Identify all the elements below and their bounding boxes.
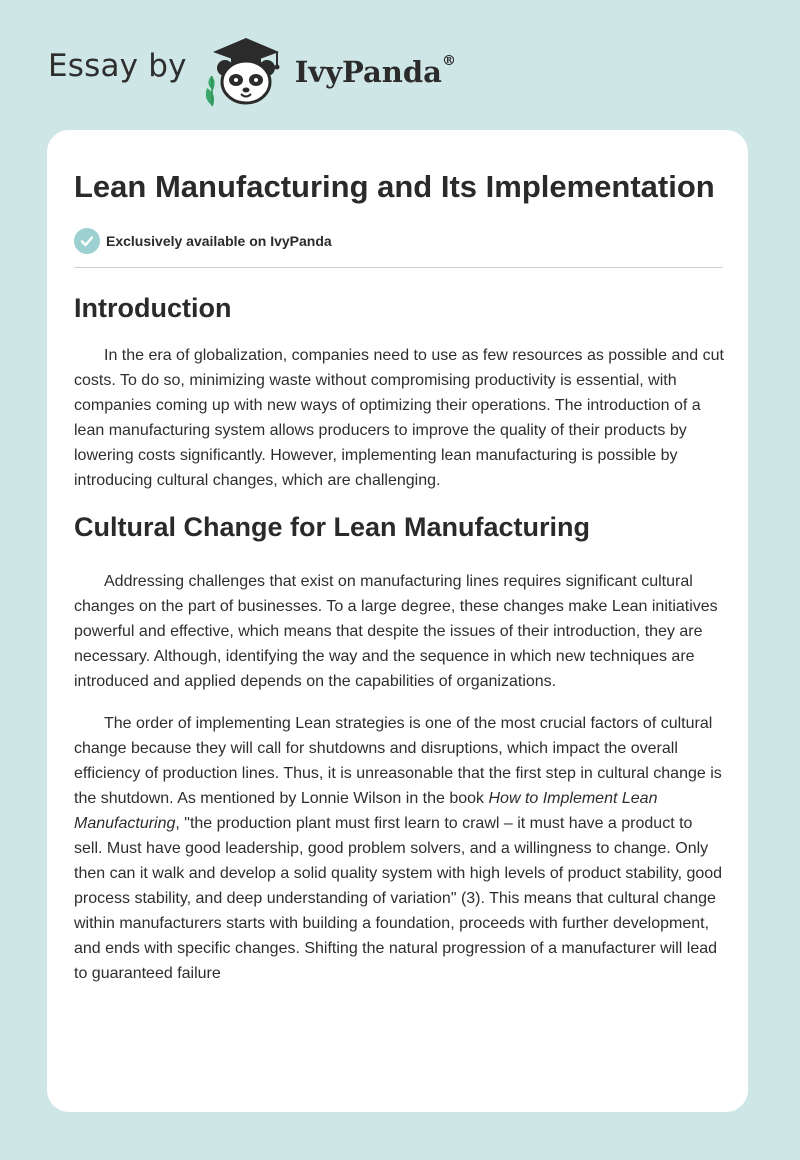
site-header: [48, 30, 508, 110]
paragraph: In the era of globalization, companies need to use as few resources as possible and cut costs. To do so, minimizing waste without compromising productivity is essential, with companies coming up with new ways of optimizing their operations. The introduction of a lean manufacturing system allows producers to improve the quality of their products by lowering costs significantly. However, implementing lean manufacturing is possible by introducing cultural changes, which are challenging.: [74, 347, 724, 489]
registered-mark: ®: [441, 53, 456, 69]
paragraph: [74, 711, 724, 986]
brand-text: IvyPanda: [294, 55, 442, 89]
paragraph-text: The order of implementing Lean strategies is one of the most crucial factors of cultural change because they will call for shutdowns and disruptions, which impact the overall efficiency of production lines. Thus, it is unreasonable that the first step in cultural change is the shutdown. As mentioned by Lonnie Wilson in the book: [74, 715, 722, 807]
paragraph: Addressing challenges that exist on manufacturing lines requires significant cultural changes on the part of businesses. To a large degree, these changes make Lean initiatives powerful and effective, which means that despite the issues of their introduction, they are necessary. Although, identifying the way and the sequence in which new techniques are introduced and applied depends on the capabilities of organizations.: [74, 573, 718, 690]
essay-by-label: Essay by: [48, 48, 187, 84]
section-heading-introduction: Introduction: [74, 293, 232, 323]
brand-name[interactable]: [295, 55, 456, 89]
article-body: [74, 166, 724, 986]
divider: [74, 267, 723, 268]
book-title: How to Implement Lean Manufacturing: [74, 790, 658, 832]
paragraph-text: , "the production plant must first learn to crawl – it must have a product to sell. Must have good leadership, good problem solvers, and a willingness to change. Only then can it walk and develop a solid quality system with high levels of product stability, good process stability, and deep understanding of variation" (3). This means that cultural change within manufacturers starts with building a foundation, proceeds with further development, and ends with specific changes. Shifting the natural progression of a manufacturer will lead to guaranteed failure: [74, 815, 723, 982]
article-title: Lean Manufacturing and Its Implementation: [74, 169, 715, 204]
exclusive-badge: [74, 227, 724, 255]
article-card: [47, 130, 748, 1112]
section-heading-cultural-change: Cultural Change for Lean Manufacturing: [74, 512, 591, 542]
panda-graduate-icon[interactable]: [201, 30, 291, 110]
badge-label: Exclusively available on IvyPanda: [106, 233, 332, 249]
check-circle-icon: [74, 228, 100, 254]
